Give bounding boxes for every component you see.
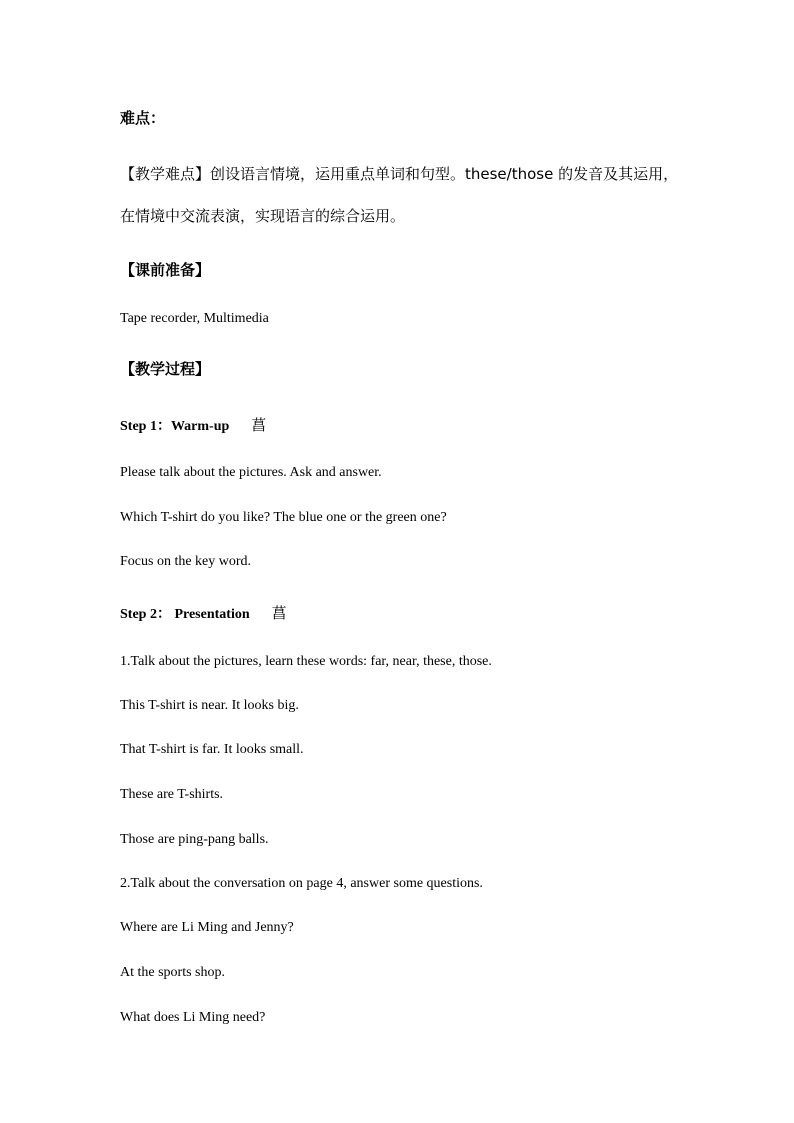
step-2-label: Step 2： Presentation bbox=[120, 607, 250, 622]
step-2-heading bbox=[120, 603, 287, 625]
step-2-line-6: 2.Talk about the conversation on page 4, answer some questions. bbox=[120, 876, 483, 891]
heading-process: 【教学过程】 bbox=[120, 360, 211, 378]
step-1-line-2: Which T-shirt do you like? The blue one or the green one? bbox=[120, 510, 447, 525]
step-2-line-5: Those are ping-pang balls. bbox=[120, 832, 269, 847]
step-1-line-3: Focus on the key word. bbox=[120, 554, 252, 569]
difficulty-paragraph-line-2: 在情境中交流表演，实现语言的综合运用。 bbox=[120, 207, 406, 225]
step-2-mark: 菖 bbox=[271, 604, 287, 622]
step-2-line-4: These are T-shirts. bbox=[120, 787, 224, 802]
difficulty-paragraph-line-1: 【教学难点】创设语言情境，运用重点单词和句型。these/those 的发音及其运用， bbox=[120, 165, 679, 183]
step-2-line-7: Where are Li Ming and Jenny? bbox=[120, 920, 294, 935]
step-2-line-3: That T-shirt is far. It looks small. bbox=[120, 742, 304, 757]
step-1-label: Step 1：Warm-up bbox=[120, 419, 230, 434]
preparation-text: Tape recorder, Multimedia bbox=[120, 311, 269, 326]
step-2-line-8: At the sports shop. bbox=[120, 965, 225, 980]
heading-preparation: 【课前准备】 bbox=[120, 261, 211, 279]
step-2-line-1: 1.Talk about the pictures, learn these words: far, near, these, those. bbox=[120, 654, 492, 669]
heading-difficulty: 难点： bbox=[120, 109, 166, 127]
step-1-mark: 菖 bbox=[251, 416, 267, 434]
step-2-line-9: What does Li Ming need? bbox=[120, 1010, 266, 1025]
step-1-line-1: Please talk about the pictures. Ask and answer. bbox=[120, 465, 382, 480]
step-1-heading bbox=[120, 415, 266, 437]
step-2-line-2: This T-shirt is near. It looks big. bbox=[120, 698, 299, 713]
